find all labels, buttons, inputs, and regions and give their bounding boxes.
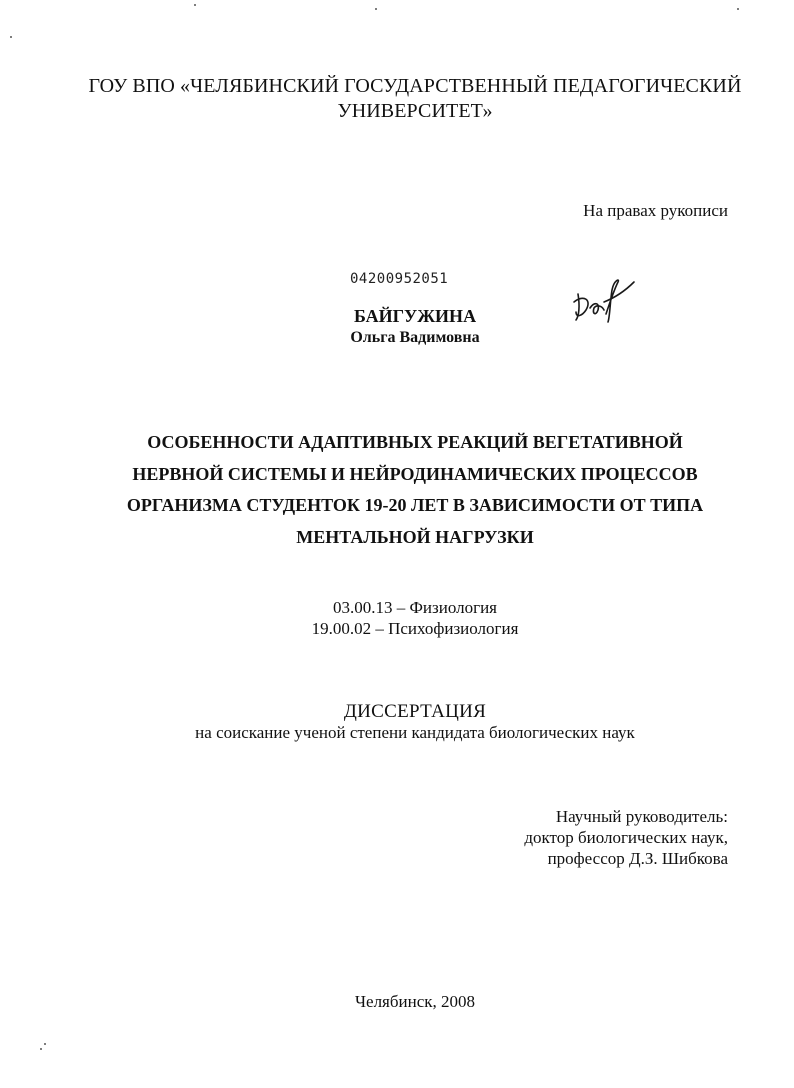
- dissertation-title: [100, 427, 730, 553]
- scan-speck: [44, 1043, 46, 1045]
- manuscript-note: На правах рукописи: [583, 201, 728, 220]
- supervisor-block: [524, 806, 728, 869]
- scan-speck: [375, 8, 377, 10]
- city-year: Челябинск, 2008: [354, 992, 476, 1011]
- author-surname: БАЙГУЖИНА: [353, 306, 477, 326]
- scan-speck: [10, 36, 12, 38]
- institution-name: [60, 74, 770, 124]
- title-line: МЕНТАЛЬНОЙ НАГРУЗКИ: [296, 526, 534, 547]
- title-line: НЕРВНОЙ СИСТЕМЫ И НЕЙРОДИНАМИЧЕСКИХ ПРОЦЕССОВ: [132, 463, 698, 484]
- scan-speck: [194, 4, 196, 6]
- supervisor-name: профессор Д.З. Шибкова: [547, 849, 728, 868]
- institution-line-2: УНИВЕРСИТЕТ»: [337, 100, 493, 122]
- specialty-physiology: 03.00.13 – Физиология: [333, 598, 497, 617]
- scan-speck: [737, 8, 739, 10]
- scan-speck: [40, 1048, 42, 1050]
- institution-line-1: ГОУ ВПО «ЧЕЛЯБИНСКИЙ ГОСУДАРСТВЕННЫЙ ПЕДАГОГИЧЕСКИЙ: [88, 75, 742, 97]
- supervisor-heading: Научный руководитель:: [555, 807, 728, 826]
- registry-number: 04200952051: [350, 271, 449, 287]
- handwritten-signature: [570, 272, 640, 324]
- degree-statement: на соискание ученой степени кандидата биологических наук: [195, 723, 635, 742]
- work-type: ДИССЕРТАЦИЯ: [343, 701, 487, 722]
- title-line: ОСОБЕННОСТИ АДАПТИВНЫХ РЕАКЦИЙ ВЕГЕТАТИВНОЙ: [147, 432, 683, 452]
- supervisor-rank: доктор биологических наук,: [524, 828, 728, 847]
- author-given-names: Ольга Вадимовна: [350, 329, 480, 346]
- title-line: ОРГАНИЗМА СТУДЕНТОК 19-20 ЛЕТ В ЗАВИСИМОСТИ ОТ ТИПА: [126, 495, 704, 515]
- specialty-psychophysiology: 19.00.02 – Психофизиология: [311, 619, 519, 638]
- specialty-codes: [200, 597, 630, 639]
